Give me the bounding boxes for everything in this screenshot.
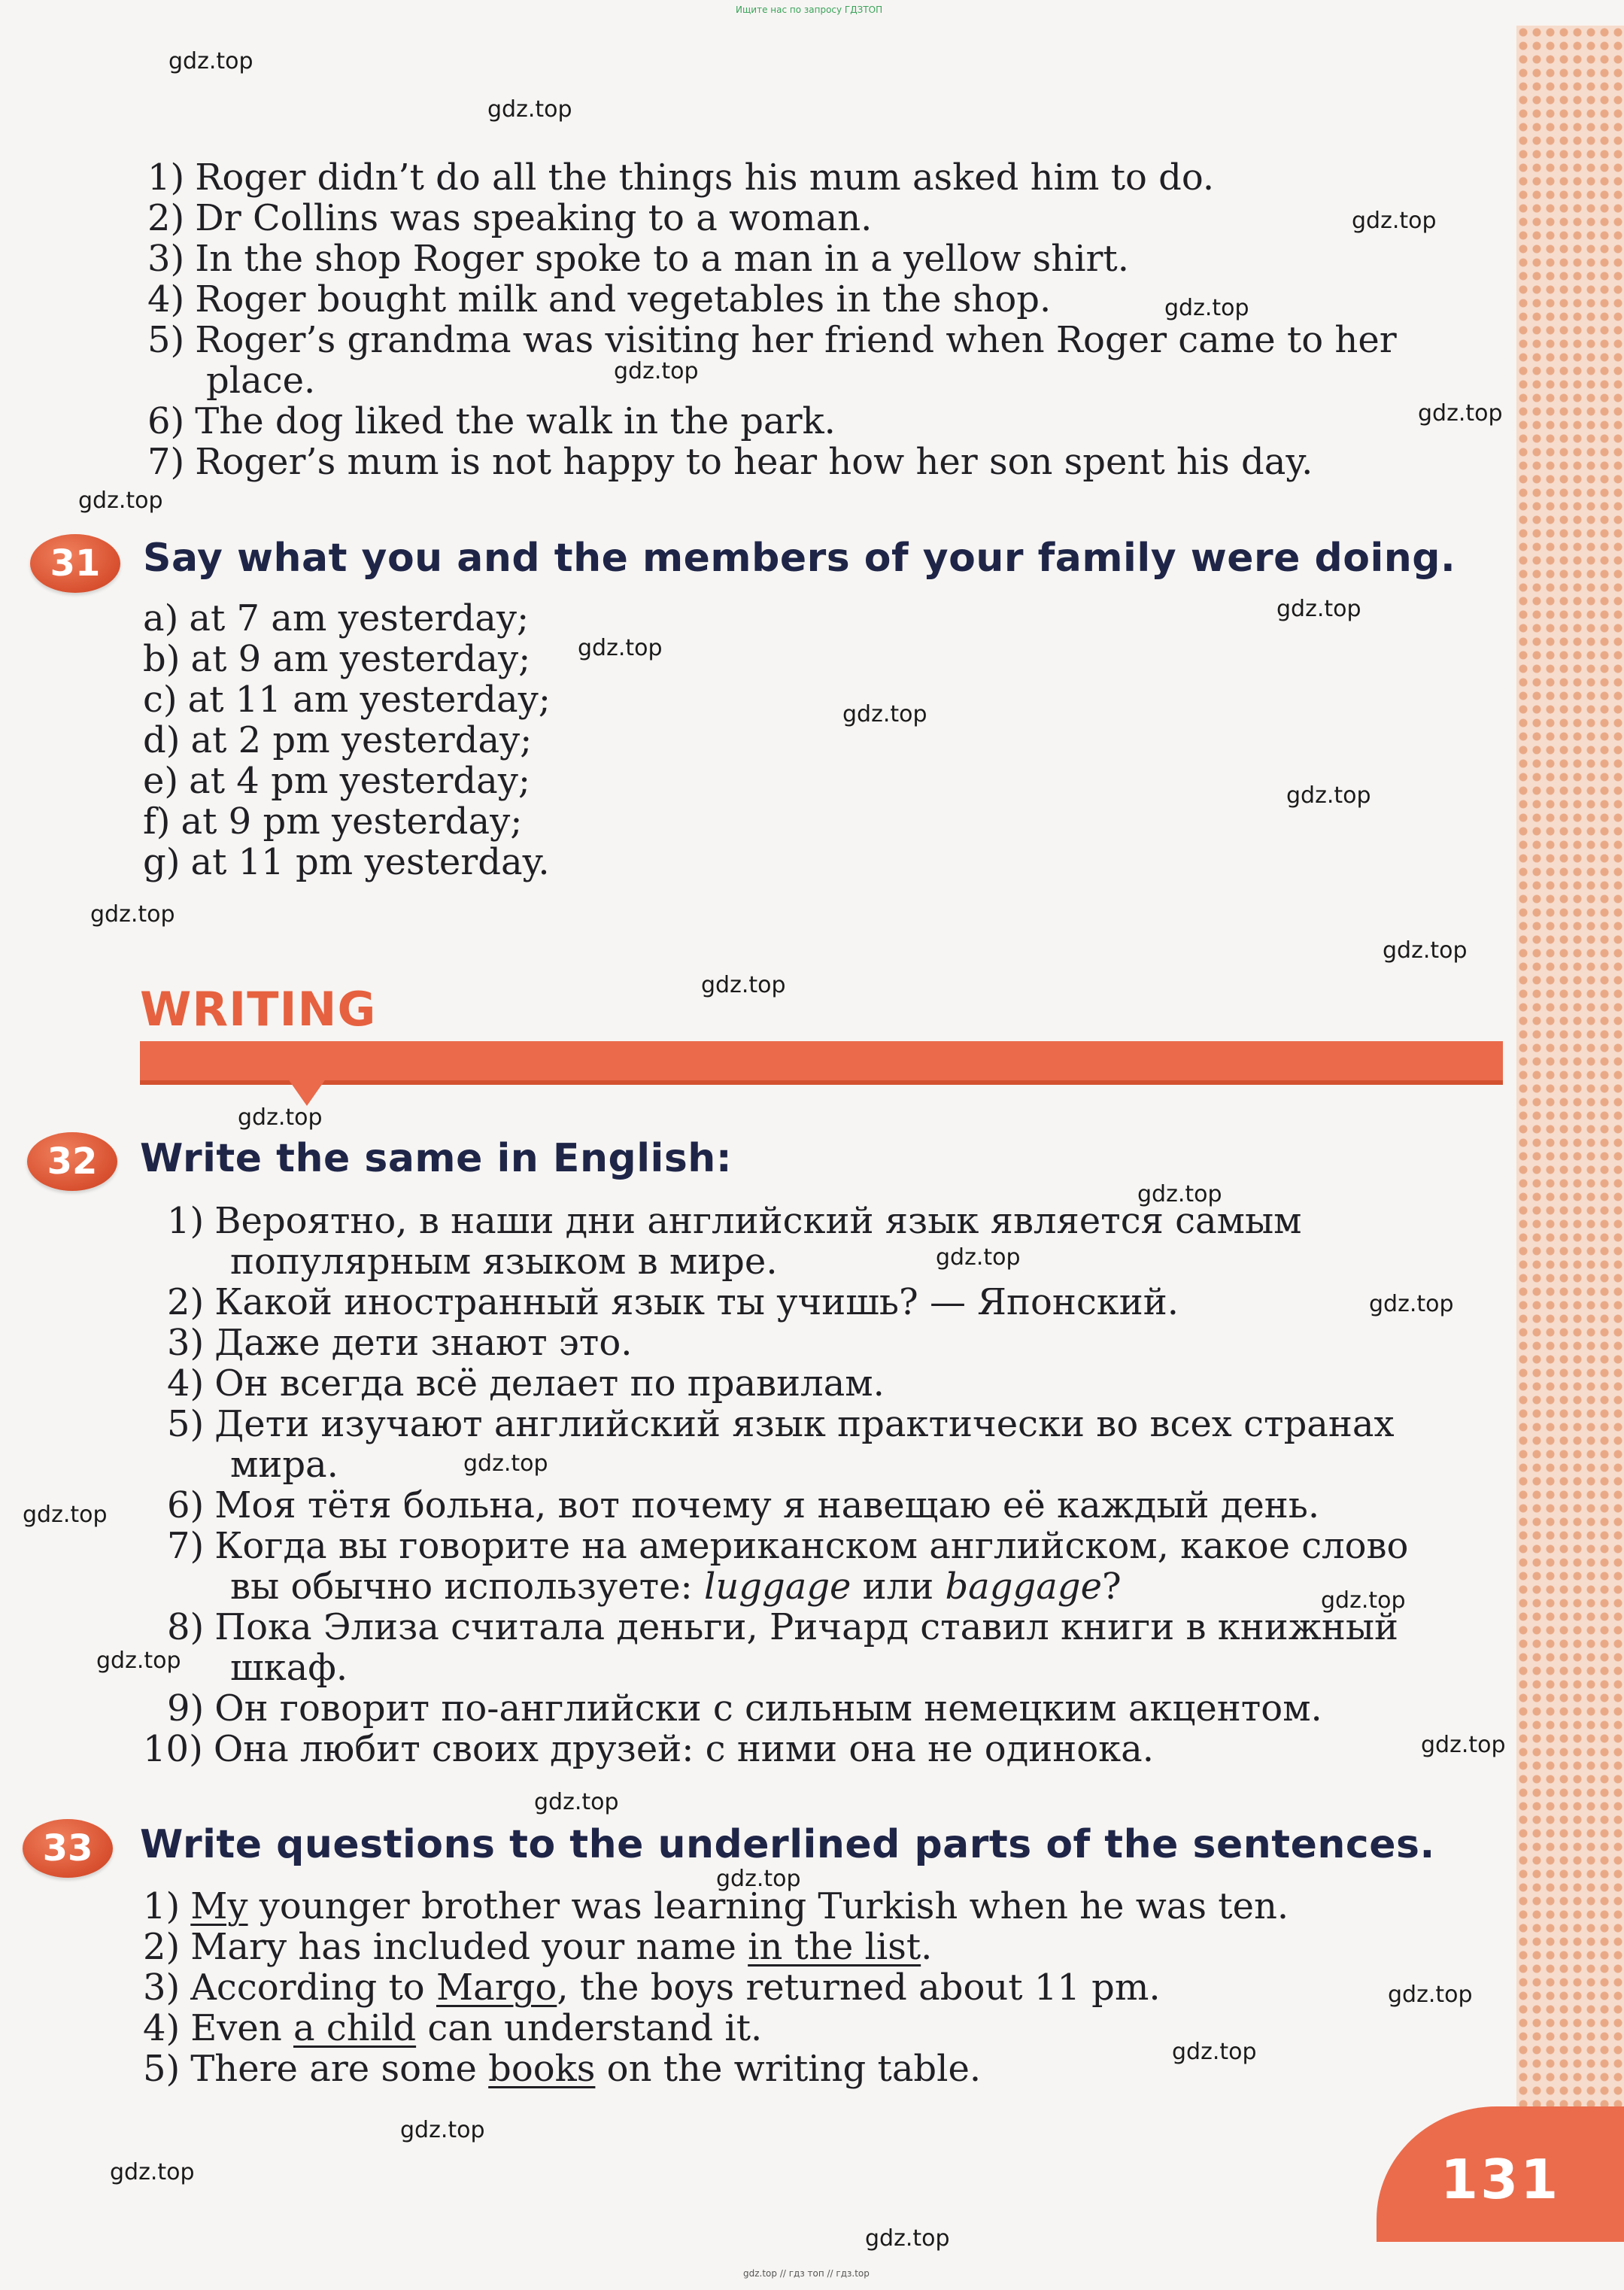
statement-text: Dr Collins was speaking to a woman. bbox=[195, 197, 873, 239]
watermark: gdz.top bbox=[614, 358, 699, 384]
ex33-item-4 bbox=[143, 2009, 762, 2049]
statement-text: Roger bought milk and vegetables in the shop. bbox=[195, 278, 1052, 320]
watermark: gdz.top bbox=[400, 2117, 485, 2143]
ex31-item-d bbox=[143, 721, 532, 761]
ex32-item-7 bbox=[167, 1526, 1408, 1566]
item-letter: d) bbox=[143, 719, 181, 761]
item-number: 5) bbox=[143, 2048, 181, 2090]
item-letter: g) bbox=[143, 841, 181, 883]
watermark: gdz.top bbox=[534, 1789, 619, 1815]
watermark: gdz.top bbox=[1421, 1732, 1506, 1758]
watermark: gdz.top bbox=[701, 972, 786, 998]
ex32-item-5 bbox=[167, 1405, 1395, 1444]
item-text: . bbox=[921, 1926, 933, 1968]
statement-number: 7) bbox=[147, 441, 185, 483]
item-text: или bbox=[851, 1566, 946, 1608]
italic-word-baggage: baggage bbox=[945, 1566, 1102, 1608]
exercise-32-title: Write the same in English: bbox=[140, 1136, 733, 1181]
statement-text: Roger’s grandma was visiting her friend when Roger came to her bbox=[195, 319, 1397, 361]
watermark: gdz.top bbox=[1321, 1587, 1406, 1614]
statement-5-continued: place. bbox=[206, 360, 316, 402]
section-divider-bar bbox=[140, 1041, 1503, 1085]
underlined-part: in the list bbox=[748, 1926, 921, 1968]
page-edge-pattern bbox=[1516, 26, 1624, 2237]
ex32-item-5-continued: мира. bbox=[230, 1444, 338, 1486]
ex33-item-5 bbox=[143, 2049, 981, 2089]
watermark: gdz.top bbox=[578, 635, 663, 661]
item-number: 6) bbox=[167, 1484, 205, 1526]
watermark: gdz.top bbox=[168, 48, 253, 74]
statement-3 bbox=[147, 239, 1129, 279]
item-text: at 11 pm yesterday. bbox=[190, 841, 550, 883]
item-number: 3) bbox=[167, 1322, 205, 1364]
item-number: 2) bbox=[167, 1281, 205, 1323]
ex32-item-9 bbox=[167, 1689, 1322, 1729]
item-text: Вероятно, в наши дни английский язык является самым bbox=[214, 1200, 1302, 1242]
ex32-item-3 bbox=[167, 1323, 632, 1363]
watermark: gdz.top bbox=[1388, 1982, 1473, 2008]
item-number: 10) bbox=[143, 1728, 203, 1770]
item-number: 1) bbox=[143, 1885, 181, 1927]
ex32-item-1 bbox=[167, 1201, 1302, 1241]
statement-number: 6) bbox=[147, 400, 185, 442]
item-text: Он говорит по-английски с сильным немецким акцентом. bbox=[214, 1687, 1322, 1730]
watermark: gdz.top bbox=[23, 1502, 108, 1528]
ex32-item-2 bbox=[167, 1283, 1179, 1323]
exercise-32-badge: 32 bbox=[27, 1132, 117, 1191]
watermark: gdz.top bbox=[716, 1866, 801, 1892]
watermark: gdz.top bbox=[936, 1244, 1021, 1271]
statement-text: The dog liked the walk in the park. bbox=[195, 400, 836, 442]
item-text: According to bbox=[190, 1967, 436, 2009]
ex32-item-6 bbox=[167, 1486, 1319, 1526]
item-text: at 2 pm yesterday; bbox=[190, 719, 533, 761]
item-letter: f) bbox=[143, 800, 171, 843]
ex31-item-c bbox=[143, 680, 551, 720]
watermark: gdz.top bbox=[1383, 937, 1468, 964]
statement-6 bbox=[147, 402, 836, 442]
statement-2 bbox=[147, 199, 872, 238]
ex33-item-2 bbox=[143, 1927, 932, 1967]
statement-1 bbox=[147, 158, 1214, 198]
underlined-part: Margo bbox=[436, 1967, 557, 2009]
ex32-item-8-continued: шкаф. bbox=[230, 1647, 348, 1689]
statement-number: 3) bbox=[147, 238, 185, 280]
statement-7 bbox=[147, 442, 1313, 482]
ex31-item-b bbox=[143, 639, 530, 679]
ex31-item-e bbox=[143, 761, 530, 801]
section-divider-pointer bbox=[286, 1076, 328, 1106]
item-number: 9) bbox=[167, 1687, 205, 1730]
ex31-item-a bbox=[143, 599, 529, 639]
watermark: gdz.top bbox=[78, 487, 163, 514]
item-text: can understand it. bbox=[416, 2007, 763, 2049]
exercise-31-badge: 31 bbox=[30, 534, 120, 593]
exercise-33-badge: 33 bbox=[23, 1819, 113, 1878]
item-text: at 11 am yesterday; bbox=[187, 679, 551, 721]
watermark: gdz.top bbox=[463, 1450, 548, 1477]
ex32-item-8 bbox=[167, 1608, 1398, 1648]
item-letter: e) bbox=[143, 760, 179, 802]
italic-word-luggage: luggage bbox=[703, 1566, 851, 1608]
item-letter: a) bbox=[143, 597, 179, 639]
item-number: 2) bbox=[143, 1926, 181, 1968]
item-text: at 9 am yesterday; bbox=[190, 638, 531, 680]
underlined-part: books bbox=[488, 2048, 596, 2090]
watermark: gdz.top bbox=[1369, 1291, 1454, 1317]
item-text: вы обычно используете: bbox=[230, 1566, 704, 1608]
watermark: gdz.top bbox=[110, 2159, 195, 2185]
item-text: at 9 pm yesterday; bbox=[181, 800, 523, 843]
watermark: gdz.top bbox=[1352, 208, 1437, 234]
item-letter: c) bbox=[143, 679, 178, 721]
item-number: 7) bbox=[167, 1525, 205, 1567]
statement-number: 5) bbox=[147, 319, 185, 361]
watermark: gdz.top bbox=[1286, 782, 1371, 809]
top-note: Ищите нас по запросу ГДЗТОП bbox=[736, 5, 883, 15]
item-text: Mary has included your name bbox=[190, 1926, 748, 1968]
page-number: 131 bbox=[1440, 2148, 1561, 2211]
exercise-33-title: Write questions to the underlined parts of the sentences. bbox=[140, 1822, 1435, 1867]
section-title-writing: WRITING bbox=[140, 982, 377, 1037]
item-text: Он всегда всё делает по правилам. bbox=[214, 1362, 885, 1405]
watermark: gdz.top bbox=[865, 2225, 950, 2252]
exercise-31-title: Say what you and the members of your family were doing. bbox=[143, 536, 1456, 581]
item-text: at 4 pm yesterday; bbox=[189, 760, 531, 802]
watermark: gdz.top bbox=[842, 701, 927, 727]
item-text: Какой иностранный язык ты учишь? — Японский. bbox=[214, 1281, 1179, 1323]
statement-text: In the shop Roger spoke to a man in a yellow shirt. bbox=[195, 238, 1129, 280]
watermark: gdz.top bbox=[1172, 2039, 1257, 2065]
item-number: 4) bbox=[143, 2007, 181, 2049]
item-number: 4) bbox=[167, 1362, 205, 1405]
item-text: Даже дети знают это. bbox=[214, 1322, 633, 1364]
ex32-item-4 bbox=[167, 1364, 885, 1404]
item-text: Когда вы говорите на американском английском, какое слово bbox=[214, 1525, 1409, 1567]
item-number: 8) bbox=[167, 1606, 205, 1648]
item-text: Дети изучают английский язык практически во всех странах bbox=[214, 1403, 1395, 1445]
ex32-item-7-continued bbox=[230, 1567, 1122, 1607]
ex31-item-g bbox=[143, 843, 550, 882]
bottom-note: gdz.top // гдз топ // гдз.top bbox=[743, 2268, 870, 2279]
item-text: younger brother was learning Turkish when he was ten. bbox=[247, 1885, 1289, 1927]
item-text: Моя тётя больна, вот почему я навещаю её каждый день. bbox=[214, 1484, 1320, 1526]
statement-5 bbox=[147, 320, 1397, 360]
item-text: , the boys returned about 11 pm. bbox=[557, 1967, 1161, 2009]
watermark: gdz.top bbox=[1418, 400, 1503, 427]
item-number: 1) bbox=[167, 1200, 205, 1242]
watermark: gdz.top bbox=[96, 1648, 181, 1674]
underlined-part: My bbox=[190, 1885, 248, 1927]
item-text: There are some bbox=[190, 2048, 489, 2090]
statement-number: 2) bbox=[147, 197, 185, 239]
watermark: gdz.top bbox=[1164, 295, 1249, 321]
statement-text: Roger’s mum is not happy to hear how her son spent his day. bbox=[195, 441, 1313, 483]
item-text: at 7 am yesterday; bbox=[189, 597, 530, 639]
ex32-item-10 bbox=[143, 1730, 1154, 1769]
statement-number: 1) bbox=[147, 156, 185, 199]
watermark: gdz.top bbox=[487, 96, 572, 123]
statement-text: Roger didn’t do all the things his mum asked him to do. bbox=[195, 156, 1215, 199]
ex33-item-1 bbox=[143, 1887, 1289, 1927]
ex31-item-f bbox=[143, 802, 522, 842]
watermark: gdz.top bbox=[238, 1104, 323, 1131]
ex33-item-3 bbox=[143, 1968, 1161, 2008]
statement-4 bbox=[147, 280, 1051, 320]
item-text: ? bbox=[1102, 1566, 1122, 1608]
item-number: 5) bbox=[167, 1403, 205, 1445]
item-text: Пока Элиза считала деньги, Ричард ставил книги в книжный bbox=[214, 1606, 1399, 1648]
item-text: Even bbox=[190, 2007, 293, 2049]
watermark: gdz.top bbox=[90, 901, 175, 928]
item-text: Она любит своих друзей: с ними она не одинока. bbox=[213, 1728, 1155, 1770]
statement-number: 4) bbox=[147, 278, 185, 320]
watermark: gdz.top bbox=[1137, 1181, 1222, 1207]
watermark: gdz.top bbox=[1276, 596, 1361, 622]
item-number: 3) bbox=[143, 1967, 181, 2009]
ex32-item-1-continued: популярным языком в мире. bbox=[230, 1241, 778, 1283]
item-text: on the writing table. bbox=[595, 2048, 982, 2090]
underlined-part: a child bbox=[293, 2007, 417, 2049]
item-letter: b) bbox=[143, 638, 181, 680]
